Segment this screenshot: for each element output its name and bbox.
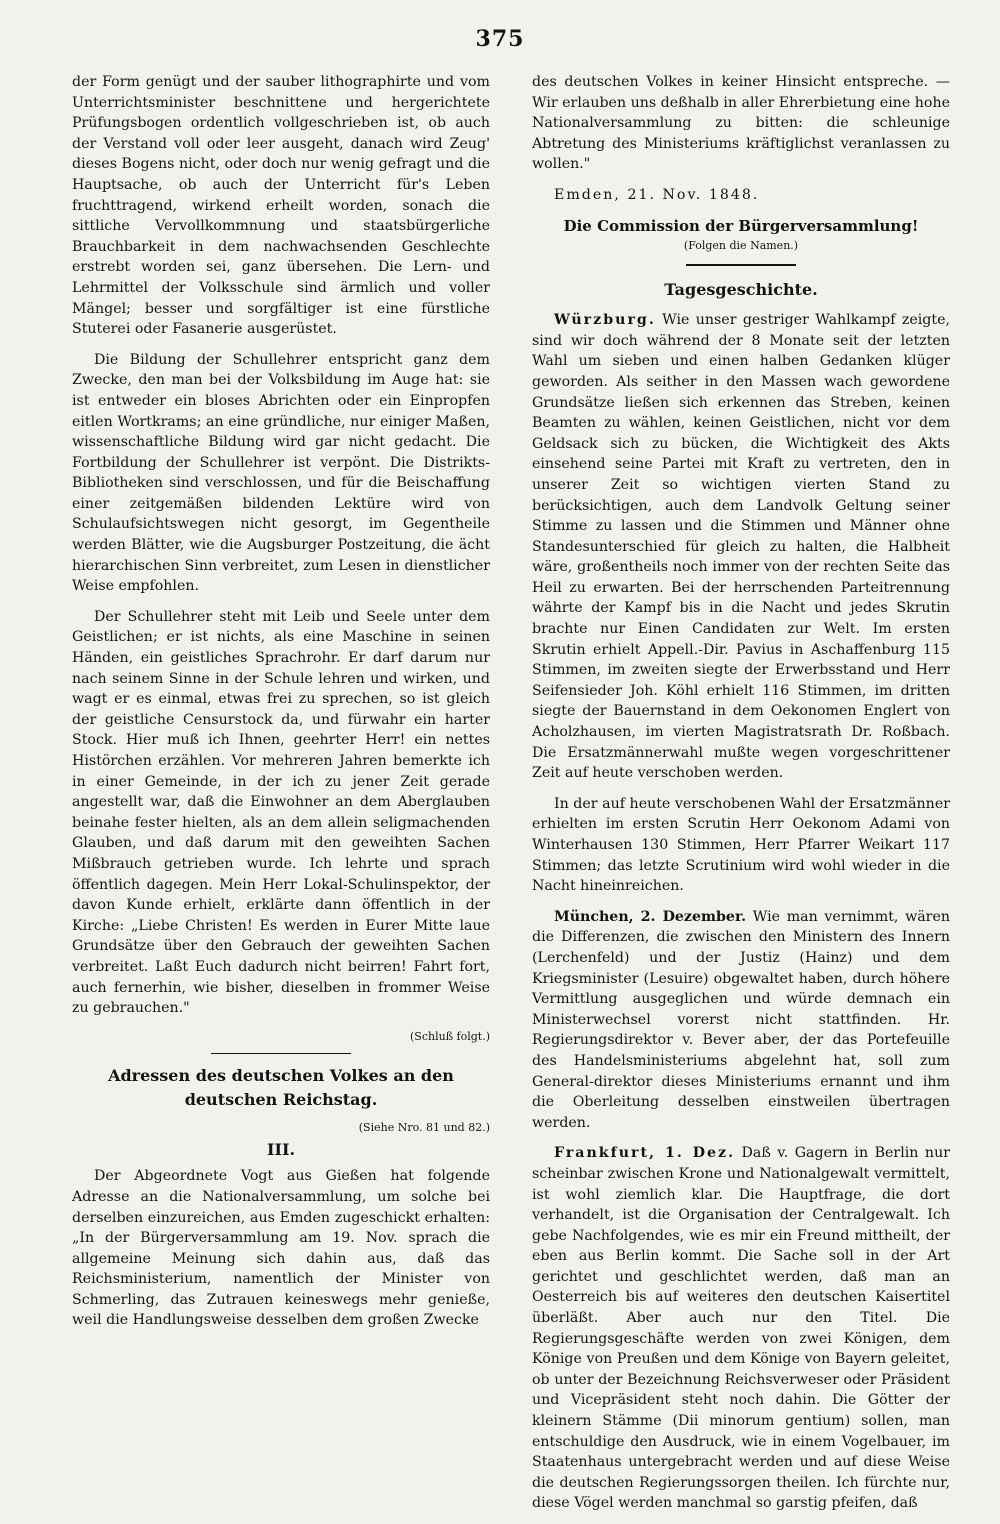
- names-note: (Folgen die Namen.): [683, 239, 799, 253]
- section-number: III.: [266, 1139, 296, 1159]
- news-text: Daß v. Gagern in Berlin nur scheinbar zwischen Krone und Nationalgewalt vermittelt, ist wohl ziemlich klar. Die Hauptfrage, die dort verhandelt, ist die Organisation der Centralgewalt. Ich gebe Nachfolgendes, wie es mir ein Freund mittheilt, der eben aus Berlin kommt. Die Sache soll in der Art gerichtet und geschlichtet werden, daß man an Oesterreich bis auf weiteres den deutschen Kaisertitel überläßt. Aber auch nur den Titel. Die Regierungsgeschäfte werden von zwei Königen, dem Könige von Preußen und dem Könige von Bayern geleitet, ob unter der Bezeichnung Reichsverweser oder Präsident und Vicepräsident steht noch dahin. Die Götter der kleinern Stämme (Dii minorum gentium) sollen, man entschuldige den Ausdruck, wie in einem Vogelbauer, im Staatenhaus untergebracht werden und auf diese Weise die deutschen Regierungssorgen theilen. Ich fürchte nur, diese Vögel werden manchmal so garstig pfeifen, daß: [532, 1145, 950, 1512]
- paragraph: Der Schullehrer steht mit Leib und Seele unter dem Geistlichen; er ist nichts, als eine Maschine in seinen Händen, ein geistliches Sprachrohr. Er darf darum nur nach seinem Sinne in der Schule lehren und wirken, und wagt er es einmal, etwas frei zu sprechen, so ist gleich der geistliche Censurstock da, und fürwahr ein harter Stock. Hier muß ich Ihnen, geehrter Herr! ein nettes Histörchen erzählen. Vor mehreren Jahren bemerkte ich in einer Gemeinde, in der ich zu jener Zeit gerade angestellt war, daß die Einwohner an dem Aberglauben beinahe fester hielten, als an dem allein seligmachenden Glauben, und daß darum mit den geweihten Sachen Mißbrauch getrieben wurde. Ich lehrte und sprach öffentlich dagegen. Mein Herr Lokal-Schulinspektor, der davon Kunde erhielt, erklärte dann öffentlich in der Kirche: „Liebe Christen! Es werden in Eurer Mitte laue Grundsätze über den Gebrauch der geweihten Sachen verbreitet. Laßt Euch dadurch nicht beirren! Fahrt fort, auch fernerhin, wie bisher, dieselben in frommer Weise zu gebrauchen.": [72, 608, 490, 1017]
- divider: [211, 1053, 351, 1054]
- section-heading: Tagesgeschichte.: [664, 280, 818, 300]
- right-column: [532, 72, 950, 1524]
- signature-line: Die Commission der Bürgerversammlung!: [563, 216, 919, 235]
- paragraph: Die Bildung der Schullehrer entspricht ganz dem Zwecke, den man bei der Volksbildung im Auge hat: sie ist entweder ein bloses Abrichten oder ein Einpropfen eitlen Wortkrams; an eine gründliche, nur einiger Maßen, wissenschaftliche Bildung wird gar nicht gedacht. Die Fortbildung der Schullehrer ist verpönt. Die Distrikts-Bibliotheken sind verschlossen, und für die Beischaffung einer zeitgemäßen bildenden Lektüre wird von Schulaufsichtswegen nicht gesorgt, im Gegentheile werden Blätter, wie die Augsburger Postzeitung, die ächt hierarchischen Sinn verbreitet, zum Lesen in dienstlicher Weise empfohlen.: [72, 351, 490, 595]
- left-column: [72, 72, 490, 1341]
- news-item-wuerzburg: [532, 310, 950, 784]
- paragraph: In der auf heute verschobenen Wahl der Ersatzmänner erhielten im ersten Scrutin Herr Oekonom Adami von Winterhausen 130 Stimmen, Herr Pfarrer Weikart 117 Stimmen; das letzte Scrutinium wird wohl wieder in die Nacht hineinreichen.: [532, 795, 950, 895]
- paragraph: Der Abgeordnete Vogt aus Gießen hat folgende Adresse an die Nationalversammlung, um solche bei derselben einzureichen, aus Emden zugeschickt erhalten: „In der Bürgerversammlung am 19. Nov. sprach die allgemeine Meinung sich dahin aus, daß das Reichsministerium, namentlich der Minister von Schmerling, das Zutrauen keineswegs mehr genieße, weil die Handlungsweise desselben dem großen Zwecke: [72, 1168, 490, 1329]
- divider: [686, 264, 796, 266]
- news-text: Wie man vernimmt, wären die Differenzen, die zwischen den Ministern des Innern (Lerchenfeld) und der Justiz (Hainz) und dem Kriegsminister (Lesuire) obgewaltet haben, durch höhere Vermittlung ausgeglichen und würde demnach ein Ministerwechsel vorerst nicht stattfinden. Hr. Regierungsdirektor v. Bever aber, der das Portefeuille des Handelsministeriums abgelehnt hat, soll zum General-direktor dieses Ministeriums ernannt und ihm die Oberleitung desselben einstweilen übertragen werden.: [532, 908, 950, 1131]
- continuation-note: (Schluß folgt.): [410, 1029, 490, 1043]
- page-number: 375: [475, 26, 525, 52]
- section-heading: Adressen des deutschen Volkes an den deutschen Reichstag.: [108, 1065, 454, 1109]
- place-name: München, 2. Dezember.: [554, 908, 747, 925]
- news-text: Wie unser gestriger Wahlkampf zeigte, sind wir doch während der 8 Monate seit der letzten Wahl um sieben und einen halben Gedanken klüger geworden. Als seither in den Massen wach gewordene Grundsätze ließen sich erkennen das Streben, keinen Beamten zu wählen, keinen Geistlichen, nicht vor dem Geldsack sich zu bücken, die Wichtigkeit des Akts einsehend seine Partei mit Kraft zu vertreten, den in unserer Zeit so wichtigen vierten Stand zu berücksichtigen, auch dem Landvolk Geltung seiner Stimme zu lassen und die Stimmen und Männer ohne Standesunterschied für gleich zu halten, die Halbheit wäre, großentheils noch immer von der rechten Seite das Heil zu erwarten. Bei der herrschenden Parteitrennung währte der Kampf bis in die Nacht und jedes Skrutin brachte nur Einen Candidaten zur Welt. Im ersten Skrutin erhielt Appell.-Dir. Pavius in Aschaffenburg 115 Stimmen, im zweiten siegte der Erwerbsstand und Herr Seifensieder Joh. Köhl erhielt 116 Stimmen, im dritten siegte der Bauernstand in dem Oekonomen Englert von Acholzhausen, im vierten Magistratsrath Dr. Roßbach. Die Ersatzmännerwahl mußte wegen vorgeschrittener Zeit auf heute verschoben werden.: [532, 312, 950, 782]
- paragraph: des deutschen Volkes in keiner Hinsicht entspreche. — Wir erlauben uns deßhalb in aller Ehrerbietung eine hohe Nationalversammlung zu bitten: die schleunige Abtretung des Ministeriums kräftiglichst veranlassen zu wollen.": [532, 74, 950, 173]
- place-name: Frankfurt, 1. Dez.: [554, 1145, 736, 1162]
- dateline-text: Emden, 21. Nov. 1848.: [554, 186, 760, 203]
- news-item-muenchen: [532, 907, 950, 1134]
- dateline: [532, 185, 950, 206]
- place-name: Würzburg.: [554, 312, 656, 329]
- reference-note: (Siehe Nro. 81 und 82.): [358, 1120, 490, 1134]
- news-item-frankfurt: [532, 1143, 950, 1514]
- paragraph: der Form genügt und der sauber lithographirte und vom Unterrichtsminister beschnittene und hergerichtete Prüfungsbogen ordentlich vollgeschrieben ist, ob auch der Verstand voll oder leer ausgeht, danach wird Zeug' dieses Bogens nicht, oder doch nur wenig gefragt und die Hauptsache, ob auch der Unterricht für's Leben fruchttragend, wirkend erheilt worden, sonach die sittliche Vervollkommnung und staatsbürgerliche Brauchbarkeit in dem nachwachsenden Geschlechte erstrebt worden sei, ganz übersehen. Die Lern- und Lehrmittel der Volksschule sind ärmlich und voller Mängel; besser und sorgfältiger ist eine fürstliche Stuterei oder Fasanerie ausgerüstet.: [72, 74, 490, 338]
